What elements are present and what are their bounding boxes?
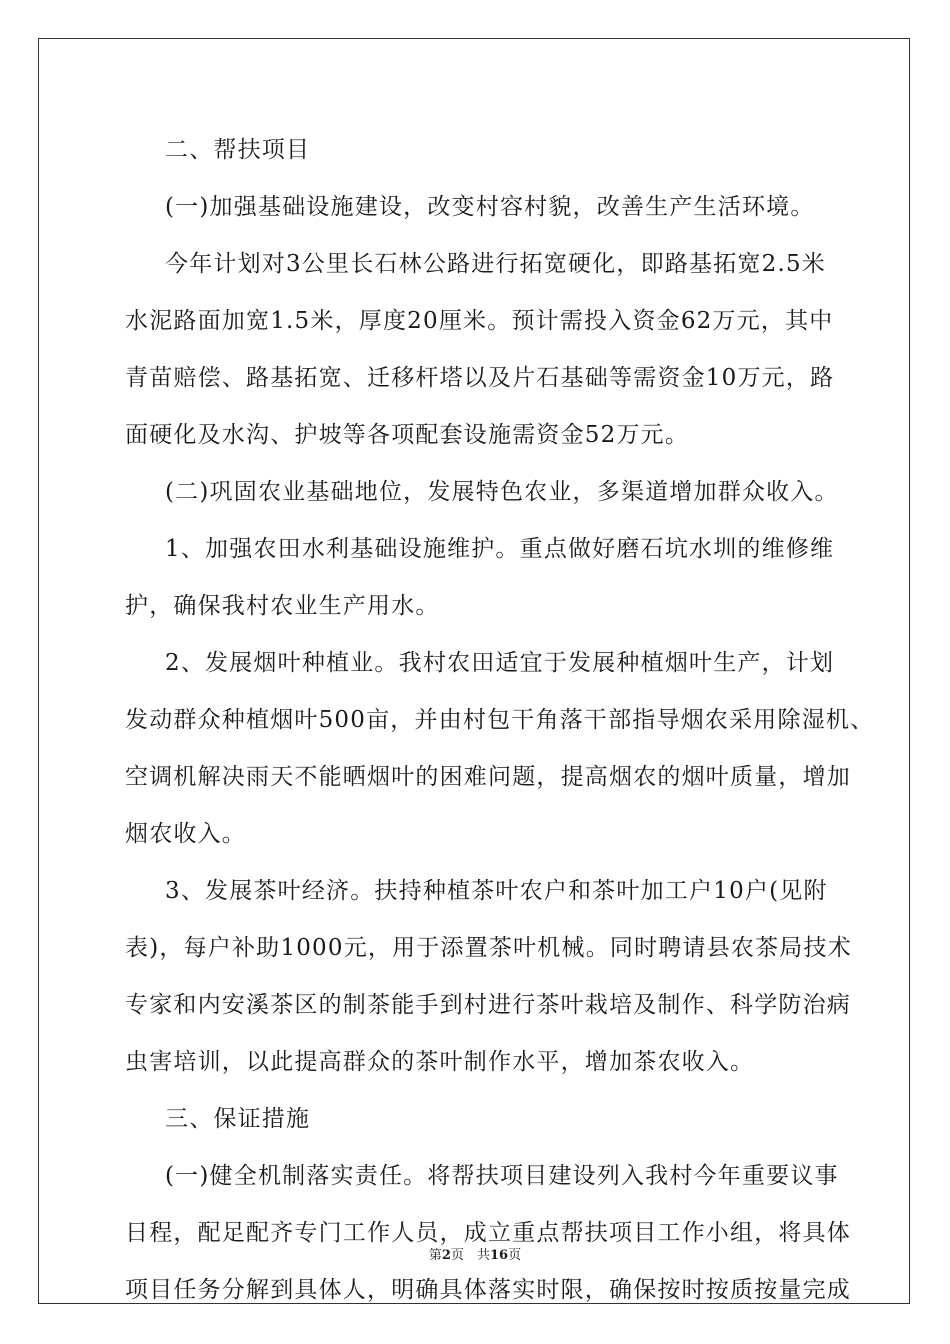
paragraph-line: 发动群众种植烟叶500亩，并由村包干角落干部指导烟农采用除湿机、 — [125, 707, 875, 733]
subsection-heading: (二)巩固农业基础地位，发展特色农业，多渠道增加群众收入。 — [165, 479, 839, 505]
paragraph-line: 护，确保我村农业生产用水。 — [125, 593, 440, 619]
paragraph-line: 空调机解决雨天不能晒烟叶的困难问题，提高烟农的烟叶质量，增加 — [125, 764, 851, 790]
section-heading: 三、保证措施 — [165, 1106, 311, 1132]
page-footer — [0, 1246, 950, 1266]
paragraph-line: 面硬化及水沟、护坡等各项配套设施需资金52万元。 — [125, 422, 690, 448]
footer-page-mid: 页 共 — [450, 1248, 490, 1263]
footer-total-pages: 16 — [489, 1248, 509, 1263]
footer-page-suffix: 页 — [508, 1248, 522, 1263]
paragraph-line: 烟农收入。 — [125, 821, 246, 847]
paragraph-line: 水泥路面加宽1.5米，厚度20厘米。预计需投入资金62万元，其中 — [125, 308, 834, 334]
subsection-heading: (一)加强基础设施建设，改变村容村貌，改善生产生活环境。 — [165, 194, 815, 220]
paragraph-line: 1、加强农田水利基础设施维护。重点做好磨石坑水圳的维修维 — [165, 536, 835, 562]
paragraph-line: 项目任务分解到具体人，明确具体落实时限，确保按时按质按量完成 — [125, 1277, 851, 1303]
paragraph-line: 今年计划对3公里长石林公路进行拓宽硬化，即路基拓宽2.5米 — [165, 251, 827, 277]
subsection-heading: (一)健全机制落实责任。将帮扶项目建设列入我村今年重要议事 — [165, 1163, 839, 1189]
paragraph-line: 青苗赔偿、路基拓宽、迁移杆塔以及片石基础等需资金10万元，路 — [125, 365, 835, 391]
paragraph-line: 2、发展烟叶种植业。我村农田适宜于发展种植烟叶生产，计划 — [165, 650, 835, 676]
section-heading: 二、帮扶项目 — [165, 137, 311, 163]
paragraph-line: 3、发展茶叶经济。扶持种植茶叶农户和茶叶加工户10户(见附 — [165, 878, 828, 904]
paragraph-line: 专家和内安溪茶区的制茶能手到村进行茶叶栽培及制作、科学防治病 — [125, 992, 851, 1018]
document-body — [125, 122, 875, 1319]
paragraph-line: 日程，配足配齐专门工作人员，成立重点帮扶项目工作小组，将具体 — [125, 1220, 851, 1246]
footer-page-number: 2 — [441, 1248, 451, 1263]
footer-page-prefix: 第 — [428, 1248, 442, 1263]
paragraph-line: 表)，每户补助1000元，用于添置茶叶机械。同时聘请县农茶局技术 — [125, 935, 852, 961]
paragraph-line: 虫害培训，以此提高群众的茶叶制作水平，增加茶农收入。 — [125, 1049, 755, 1075]
